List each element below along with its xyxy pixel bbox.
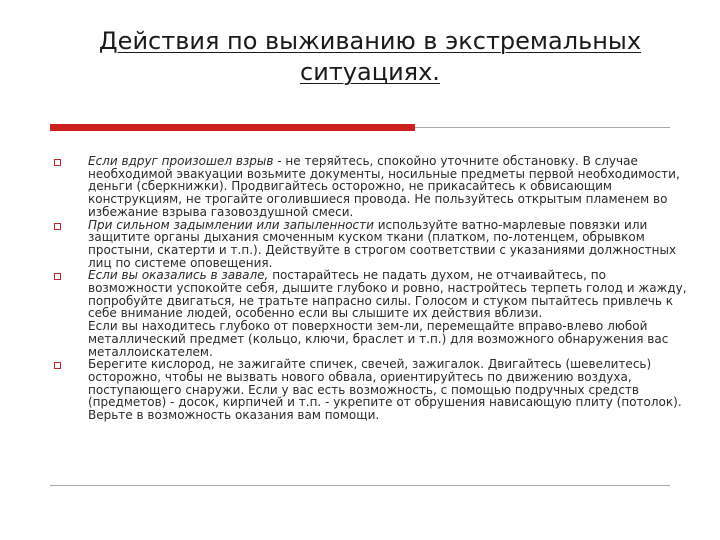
square-bullet-icon: [54, 362, 61, 369]
list-item-smoke: [88, 219, 694, 270]
list-item-collapse: [88, 269, 694, 320]
item-text: постарайтесь не падать духом, не отчаивайтесь, по возможности успокойте себя, дышите глубоко и ровно, настройтесь терпеть голод и жажду, попробуйте двигаться, не тратьте напрасно силы. Голосом и стуком пытайтесь привлечь к себе внимание людей, особенно если вы слышите их действия вблизи.: [88, 268, 687, 321]
paragraph-deep: Если вы находитесь глубоко от поверхности зем-ли, перемещайте вправо-влево любой металлический предмет (кольцо, ключи, браслет и т.п.) для возможного обнаружения вас металлоискателем.: [88, 319, 669, 359]
item-text: используйте ватно-марлевые повязки или защитите органы дыхания смоченным куском ткани (платком, по-лотенцем, обрывком простыни, скатерти и т.п.). Действуйте в строгом соответствии с указаниями должностных лиц по системе оповещения.: [88, 217, 677, 270]
page-title: [90, 26, 650, 88]
item-text: - не теряйтесь, спокойно уточните обстановку. В случае необходимой эвакуации возьмите документы, носильные предметы первой необходимости, деньги (сберкнижки). Продвигайтесь осторожно, не прикасайтесь к обвисающим конструкциям, не трогайте оголившиеся провода. Не пользуйтесь открытым пламенем во избежание взрыва газовоздушной смеси.: [88, 154, 680, 219]
item-lead: При сильном задымлении или запыленности: [88, 217, 374, 232]
square-bullet-icon: [54, 159, 61, 166]
item-lead: Если вы оказались в завале,: [88, 268, 269, 283]
list-item-explosion: [88, 155, 694, 219]
content-body: [88, 155, 694, 422]
square-bullet-icon: [54, 223, 61, 230]
footer-divider: [50, 485, 670, 486]
item-lead: Если вдруг произошел взрыв: [88, 154, 274, 168]
item-text: Берегите кислород, не зажигайте спичек, свечей, зажигалок. Двигайтесь (шевелитесь) осторожно, чтобы не вызвать нового обвала, ориентируйтесь по движению воздуха, поступающего снаружи. Если у вас есть возможность, с помощью подручных средств (предметов) - досок, кирпичей и т.п. - укрепите от обрушения нависающую плиту (потолок). Верьте в возможность оказания вам помощи.: [88, 357, 682, 423]
list-item-oxygen: [88, 358, 694, 422]
accent-bar: [50, 124, 415, 131]
title-line-1: Действия по выживанию в экстремальных: [98, 27, 642, 55]
square-bullet-icon: [54, 273, 61, 280]
title-line-2: ситуациях.: [300, 58, 440, 86]
